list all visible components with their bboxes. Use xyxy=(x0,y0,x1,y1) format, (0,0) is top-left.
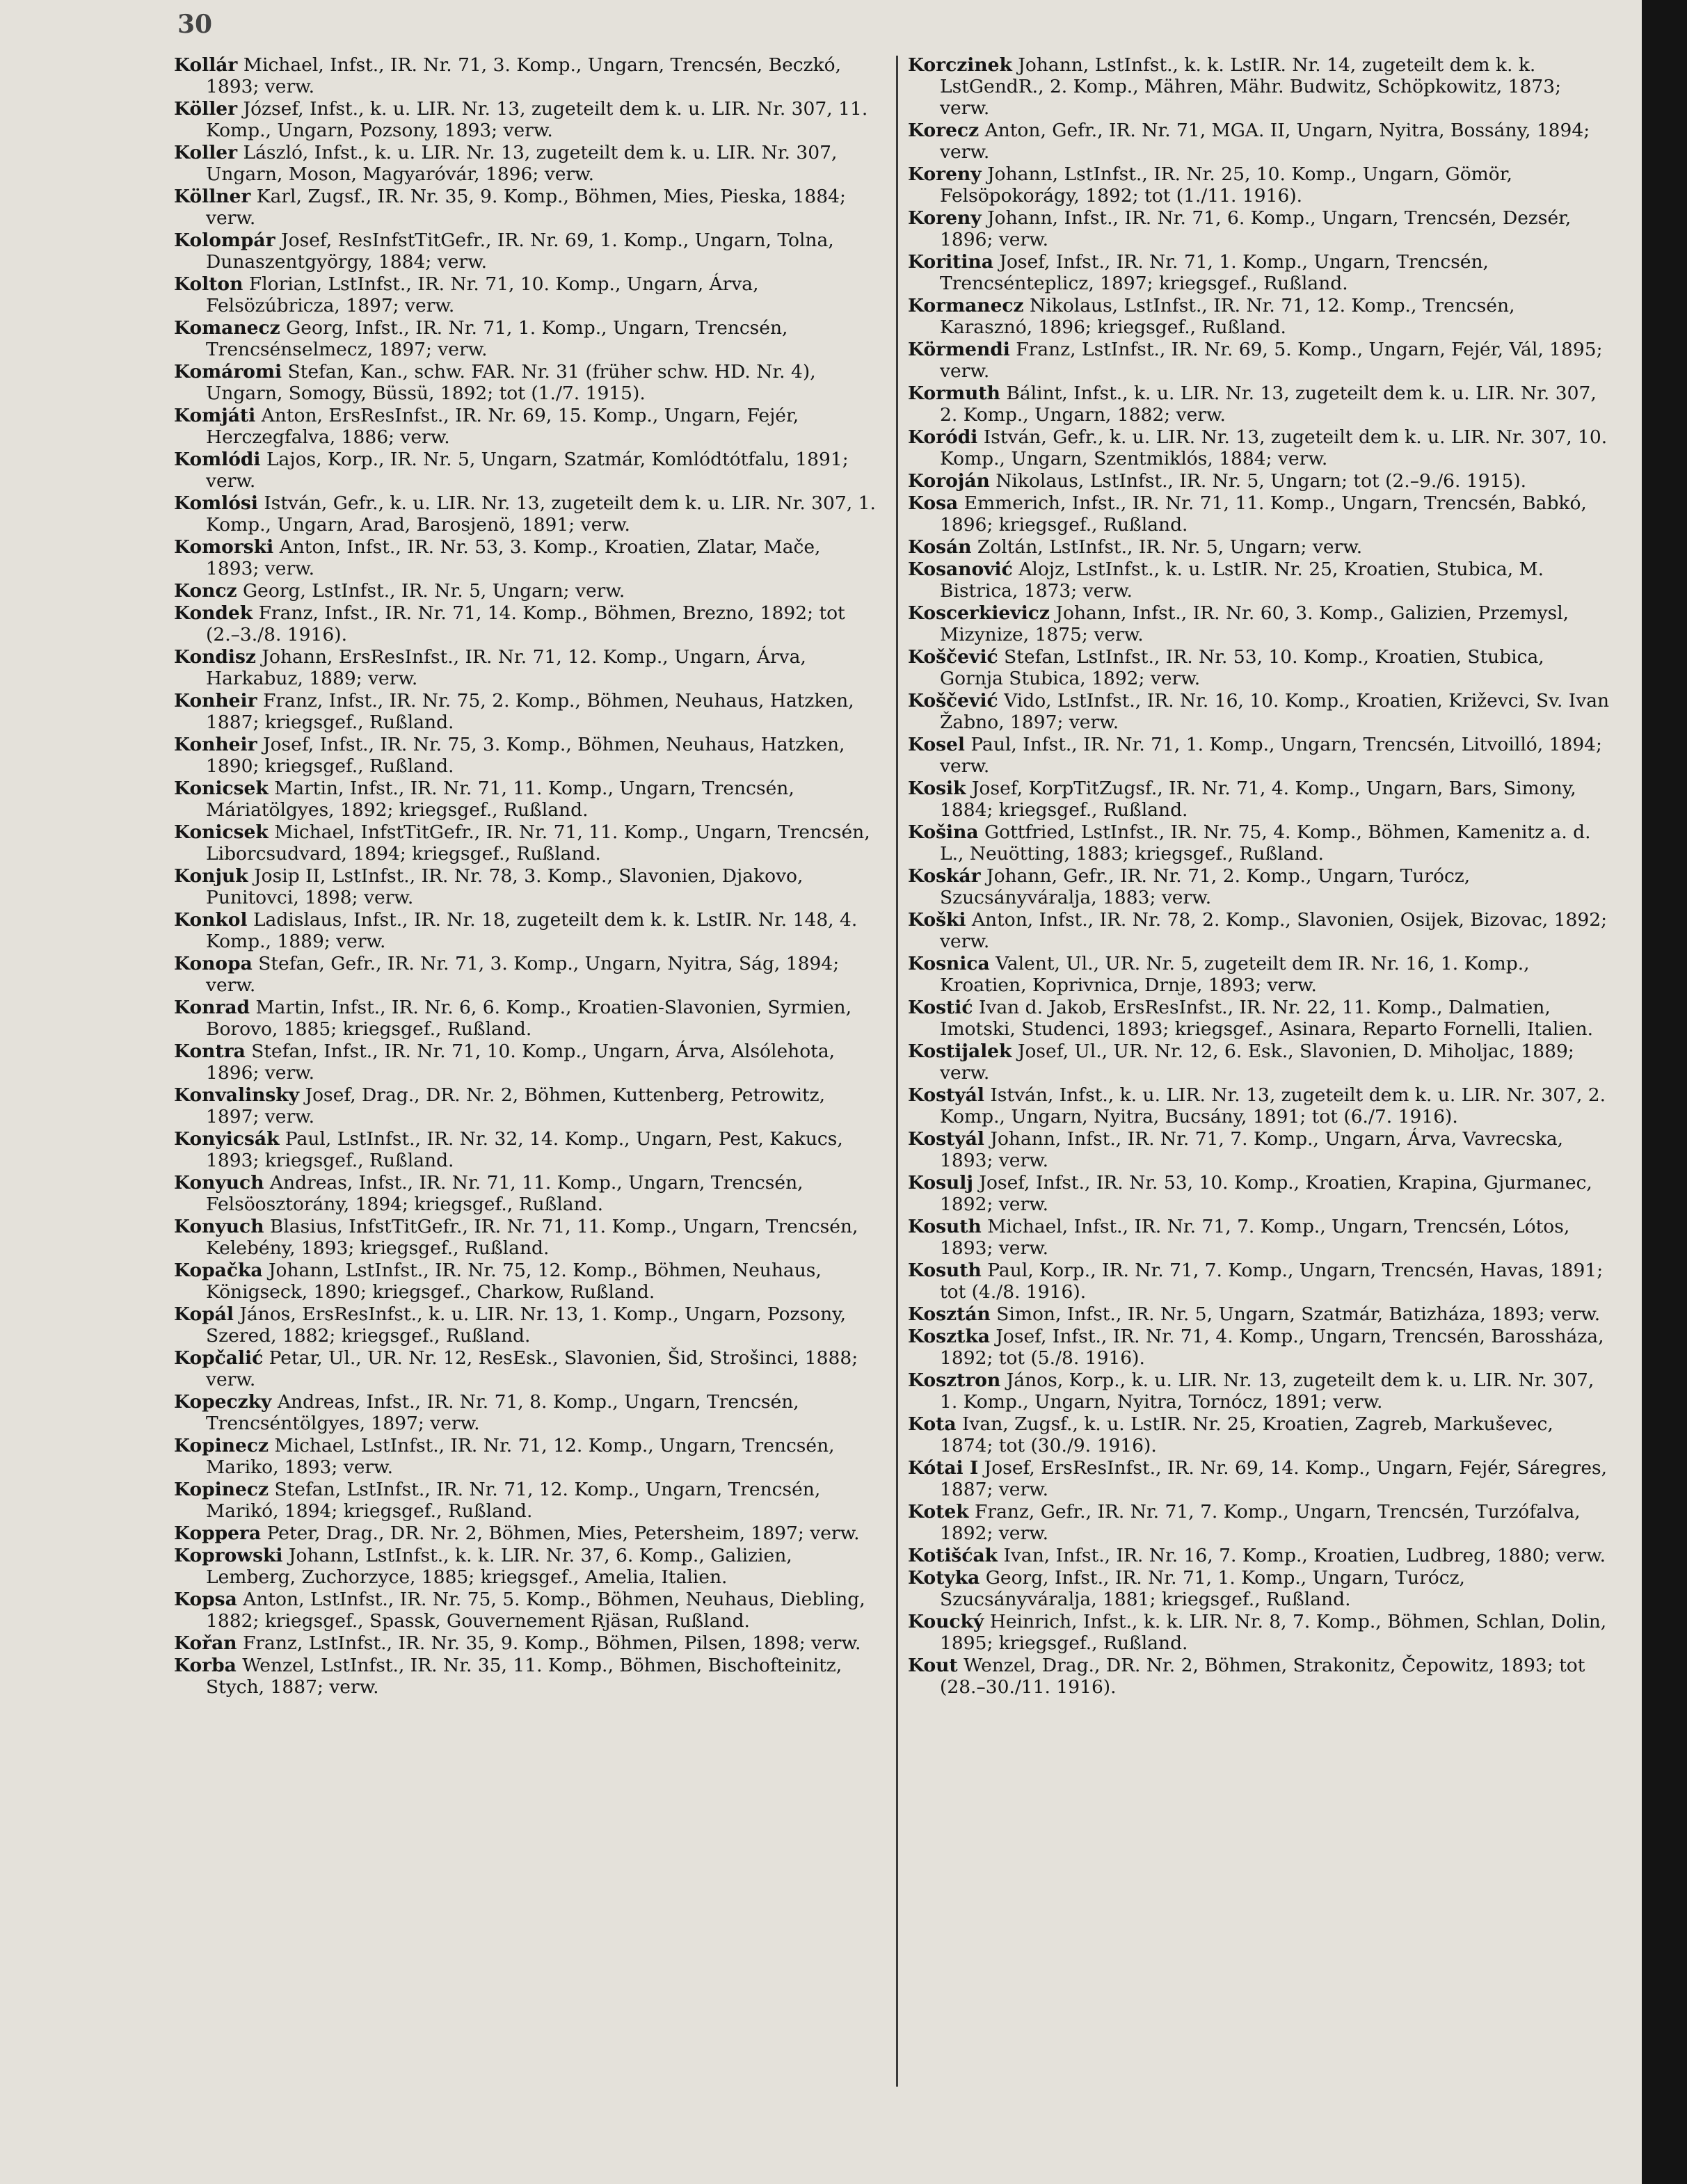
entry-surname: Koščević xyxy=(908,690,998,712)
entry-details: Ivan d. Jakob, ErsResInfst., IR. Nr. 22, 11. Komp., Dalmatien, Imotski, Studenci, 1893; kriegsgef., Asinara, Reparto Fornelli, Italien. xyxy=(940,997,1594,1040)
entry-surname: Kopčalić xyxy=(174,1347,264,1369)
entry-surname: Kostijalek xyxy=(908,1041,1012,1062)
entry-surname: Konicsek xyxy=(174,778,269,799)
entry-details: Michael, Infst., IR. Nr. 71, 7. Komp., Ungarn, Trencsén, Lótos, 1893; verw. xyxy=(940,1216,1570,1259)
entry-surname: Kosztka xyxy=(908,1326,990,1347)
entry-details: Johann, ErsResInfst., IR. Nr. 71, 12. Komp., Ungarn, Árva, Harkabuz, 1889; verw. xyxy=(206,646,806,689)
register-entry xyxy=(908,1501,1610,1544)
register-entry xyxy=(174,1172,877,1215)
register-entry xyxy=(908,1260,1610,1303)
register-entry xyxy=(174,1523,877,1544)
register-entry xyxy=(908,1655,1610,1698)
entry-details: Wenzel, LstInfst., IR. Nr. 35, 11. Komp., Böhmen, Bischofteinitz, Stych, 1887; verw. xyxy=(206,1655,842,1698)
register-entry xyxy=(908,251,1610,294)
entry-surname: Kostyál xyxy=(908,1128,984,1150)
entry-surname: Koller xyxy=(174,142,238,163)
entry-surname: Kopinecz xyxy=(174,1479,269,1500)
entry-details: István, Gefr., k. u. LIR. Nr. 13, zugeteilt dem k. u. LIR. Nr. 307, 1. Komp., Ungarn, Arad, Barosjenö, 1891; verw. xyxy=(206,492,876,536)
entry-surname: Konheir xyxy=(174,690,257,712)
entry-surname: Kopál xyxy=(174,1303,234,1325)
register-entry xyxy=(908,1457,1610,1500)
entry-details: Franz, LstInfst., IR. Nr. 69, 5. Komp., Ungarn, Fejér, Vál, 1895; verw. xyxy=(940,339,1603,382)
entry-surname: Konkol xyxy=(174,909,248,931)
register-entry xyxy=(908,163,1610,207)
entry-surname: Konopa xyxy=(174,953,253,974)
entry-details: Stefan, Kan., schw. FAR. Nr. 31 (früher schw. HD. Nr. 4), Ungarn, Somogy, Büssü, 1892; tot (1./7. 1915). xyxy=(206,361,816,404)
register-entry xyxy=(174,1128,877,1171)
register-entry xyxy=(174,142,877,185)
entry-details: Nikolaus, LstInfst., IR. Nr. 71, 12. Komp., Trencsén, Karasznó, 1896; kriegsgef., Rußland. xyxy=(940,295,1515,338)
entry-details: Wenzel, Drag., DR. Nr. 2, Böhmen, Strakonitz, Čepowitz, 1893; tot (28.–30./11. 1916). xyxy=(940,1655,1585,1698)
entry-surname: Kostić xyxy=(908,997,973,1018)
entry-details: Johann, LstInfst., k. k. LstIR. Nr. 14, zugeteilt dem k. k. LstGendR., 2. Komp., Mähren, Mähr. Budwitz, Schöpkowitz, 1873; verw. xyxy=(940,54,1562,119)
register-entry xyxy=(908,1172,1610,1215)
register-entry xyxy=(174,186,877,229)
entry-details: Zoltán, LstInfst., IR. Nr. 5, Ungarn; verw. xyxy=(977,536,1363,558)
entry-surname: Komorski xyxy=(174,536,274,558)
entry-details: Karl, Zugsf., IR. Nr. 35, 9. Komp., Böhmen, Mies, Pieska, 1884; verw. xyxy=(206,186,846,229)
entry-details: István, Gefr., k. u. LIR. Nr. 13, zugeteilt dem k. u. LIR. Nr. 307, 10. Komp., Ungarn, Szentmiklós, 1884; verw. xyxy=(940,426,1608,469)
register-entry xyxy=(174,1303,877,1347)
entry-surname: Kormanecz xyxy=(908,295,1024,316)
entry-details: Anton, Infst., IR. Nr. 53, 3. Komp., Kroatien, Zlatar, Mače, 1893; verw. xyxy=(206,536,821,579)
register-entry xyxy=(908,1545,1610,1566)
entry-details: Franz, LstInfst., IR. Nr. 35, 9. Komp., Böhmen, Pilsen, 1898; verw. xyxy=(242,1632,861,1654)
entry-surname: Kormuth xyxy=(908,383,1000,404)
entry-surname: Kosán xyxy=(908,536,972,558)
entry-details: Josip II, LstInfst., IR. Nr. 78, 3. Komp., Slavonien, Djakovo, Punitovci, 1898; verw. xyxy=(206,865,803,908)
register-entry xyxy=(174,865,877,908)
register-entry xyxy=(174,273,877,316)
entry-details: Johann, Infst., IR. Nr. 71, 7. Komp., Ungarn, Árva, Vavrecska, 1893; verw. xyxy=(940,1128,1564,1171)
entry-details: Ivan, Infst., IR. Nr. 16, 7. Komp., Kroatien, Ludbreg, 1880; verw. xyxy=(1003,1545,1606,1566)
scan-dark-edge xyxy=(1642,0,1687,2184)
entry-surname: Kopačka xyxy=(174,1260,263,1281)
entry-surname: Kondek xyxy=(174,602,253,624)
entry-details: János, ErsResInfst., k. u. LIR. Nr. 13, 1. Komp., Ungarn, Pozsony, Szered, 1882; kriegsgef., Rußland. xyxy=(206,1303,847,1347)
entry-details: Josef, Drag., DR. Nr. 2, Böhmen, Kuttenberg, Petrowitz, 1897; verw. xyxy=(206,1084,826,1127)
register-entry xyxy=(174,492,877,536)
entry-surname: Köller xyxy=(174,98,238,120)
entry-details: Georg, LstInfst., IR. Nr. 5, Ungarn; verw. xyxy=(243,580,625,602)
entry-details: Franz, Infst., IR. Nr. 75, 2. Komp., Böhmen, Neuhaus, Hatzken, 1887; kriegsgef., Rußland. xyxy=(206,690,854,733)
register-entry xyxy=(908,1567,1610,1610)
entry-details: Johann, LstInfst., IR. Nr. 25, 10. Komp., Ungarn, Gömör, Felsöpokorágy, 1892; tot (1./11. 1916). xyxy=(940,163,1512,207)
register-entry xyxy=(908,909,1610,952)
entry-details: Ivan, Zugsf., k. u. LstIR. Nr. 25, Kroatien, Zagreb, Markuševec, 1874; tot (30./9. 1916). xyxy=(940,1413,1553,1456)
entry-details: Josef, Infst., IR. Nr. 71, 4. Komp., Ungarn, Trencsén, Barossháza, 1892; tot (5./8. 1916). xyxy=(940,1326,1604,1369)
entry-surname: Komlósi xyxy=(174,492,258,514)
entry-surname: Koroján xyxy=(908,470,990,492)
register-entry xyxy=(174,54,877,97)
entry-details: Peter, Drag., DR. Nr. 2, Böhmen, Mies, Petersheim, 1897; verw. xyxy=(266,1523,860,1544)
entry-surname: Kosztron xyxy=(908,1370,1001,1391)
entry-details: László, Infst., k. u. LIR. Nr. 13, zugeteilt dem k. u. LIR. Nr. 307, Ungarn, Moson, Magyaróvár, 1896; verw. xyxy=(206,142,838,185)
register-entry xyxy=(908,1611,1610,1654)
entry-surname: Koppera xyxy=(174,1523,262,1544)
entry-surname: Koreny xyxy=(908,163,982,185)
register-entry xyxy=(174,1589,877,1632)
entry-surname: Kosik xyxy=(908,778,966,799)
register-entry xyxy=(174,997,877,1040)
register-entry xyxy=(174,1545,877,1588)
register-entry xyxy=(908,602,1610,645)
entry-details: Blasius, InfstTitGefr., IR. Nr. 71, 11. Komp., Ungarn, Trencsén, Kelebény, 1893; kriegsgef., Rußland. xyxy=(206,1216,858,1259)
register-entry xyxy=(908,646,1610,689)
entry-details: Michael, LstInfst., IR. Nr. 71, 12. Komp., Ungarn, Trencsén, Mariko, 1893; verw. xyxy=(206,1435,835,1478)
register-entry xyxy=(908,690,1610,733)
entry-surname: Kosulj xyxy=(908,1172,973,1194)
register-entry xyxy=(908,207,1610,250)
entry-surname: Konyicsák xyxy=(174,1128,280,1150)
register-entry xyxy=(174,449,877,492)
register-entry xyxy=(174,734,877,777)
entry-surname: Konjuk xyxy=(174,865,248,887)
entry-surname: Korczinek xyxy=(908,54,1012,76)
entry-details: Martin, Infst., IR. Nr. 6, 6. Komp., Kroatien-Slavonien, Syrmien, Borovo, 1885; kriegsgef., Rußland. xyxy=(206,997,852,1040)
register-entry xyxy=(174,1260,877,1303)
register-entry xyxy=(908,865,1610,908)
register-entry xyxy=(908,1413,1610,1456)
register-entry xyxy=(174,230,877,273)
entry-surname: Kout xyxy=(908,1655,958,1676)
register-entry xyxy=(174,1084,877,1127)
entry-surname: Koucký xyxy=(908,1611,984,1632)
register-entry xyxy=(174,646,877,689)
entry-surname: Komáromi xyxy=(174,361,282,383)
register-entry xyxy=(908,1303,1610,1325)
entry-surname: Konrad xyxy=(174,997,250,1018)
register-entry xyxy=(174,909,877,952)
entry-details: Michael, Infst., IR. Nr. 71, 3. Komp., Ungarn, Trencsén, Beczkó, 1893; verw. xyxy=(206,54,842,97)
entry-surname: Košina xyxy=(908,821,979,843)
entry-details: Valent, Ul., UR. Nr. 5, zugeteilt dem IR. Nr. 16, 1. Komp., Kroatien, Koprivnica, Drnje, 1893; verw. xyxy=(940,953,1530,996)
entry-details: Franz, Gefr., IR. Nr. 71, 7. Komp., Ungarn, Trencsén, Turzófalva, 1892; verw. xyxy=(940,1501,1581,1544)
register-entry xyxy=(908,470,1610,492)
register-entry xyxy=(908,383,1610,426)
entry-details: Vido, LstInfst., IR. Nr. 16, 10. Komp., Kroatien, Križevci, Sv. Ivan Žabno, 1897; verw. xyxy=(940,690,1610,733)
register-entry xyxy=(174,1655,877,1698)
entry-details: Ladislaus, Infst., IR. Nr. 18, zugeteilt dem k. k. LstIR. Nr. 148, 4. Komp., 1889; verw. xyxy=(206,909,858,952)
entry-details: Johann, Infst., IR. Nr. 71, 6. Komp., Ungarn, Trencsén, Dezsér, 1896; verw. xyxy=(940,207,1572,250)
register-entry xyxy=(908,997,1610,1040)
entry-surname: Koščević xyxy=(908,646,998,668)
register-entry xyxy=(908,559,1610,602)
entry-details: Johann, Infst., IR. Nr. 60, 3. Komp., Galizien, Przemysl, Mizynize, 1875; verw. xyxy=(940,602,1569,645)
register-entry xyxy=(908,339,1610,382)
entry-surname: Kosel xyxy=(908,734,965,755)
register-entry xyxy=(174,778,877,821)
entry-surname: Kořan xyxy=(174,1632,237,1654)
entry-details: Bálint, Infst., k. u. LIR. Nr. 13, zugeteilt dem k. u. LIR. Nr. 307, 2. Komp., Ungarn, 1882; verw. xyxy=(940,383,1597,426)
entry-surname: Körmendi xyxy=(908,339,1010,360)
entry-details: Nikolaus, LstInfst., IR. Nr. 5, Ungarn; tot (2.–9./6. 1915). xyxy=(996,470,1527,492)
register-entry xyxy=(174,580,877,602)
entry-surname: Kotišćak xyxy=(908,1545,998,1566)
entry-surname: Konvalinsky xyxy=(174,1084,300,1106)
entry-details: Stefan, LstInfst., IR. Nr. 53, 10. Komp., Kroatien, Stubica, Gornja Stubica, 1892; verw. xyxy=(940,646,1544,689)
entry-details: Anton, Infst., IR. Nr. 78, 2. Komp., Slavonien, Osijek, Bizovac, 1892; verw. xyxy=(940,909,1608,952)
entry-surname: Kotek xyxy=(908,1501,969,1523)
entry-details: Stefan, LstInfst., IR. Nr. 71, 12. Komp., Ungarn, Trencsén, Marikó, 1894; kriegsgef., Rußland. xyxy=(206,1479,821,1522)
entry-details: Franz, Infst., IR. Nr. 71, 14. Komp., Böhmen, Brezno, 1892; tot (2.–3./8. 1916). xyxy=(206,602,845,645)
entry-details: Josef, Infst., IR. Nr. 75, 3. Komp., Böhmen, Neuhaus, Hatzken, 1890; kriegsgef., Rußland. xyxy=(206,734,845,777)
register-entry xyxy=(174,821,877,865)
entry-details: István, Infst., k. u. LIR. Nr. 13, zugeteilt dem k. u. LIR. Nr. 307, 2. Komp., Ungarn, Nyitra, Bucsány, 1891; tot (6./7. 1916). xyxy=(940,1084,1606,1127)
column-divider xyxy=(896,56,898,2087)
register-entry xyxy=(174,1479,877,1522)
register-entry xyxy=(908,492,1610,536)
register-entry xyxy=(174,1391,877,1434)
register-entry xyxy=(174,1216,877,1259)
entry-details: Emmerich, Infst., IR. Nr. 71, 11. Komp., Ungarn, Trencsén, Babkó, 1896; kriegsgef., Rußland. xyxy=(940,492,1587,536)
entry-details: Paul, Infst., IR. Nr. 71, 1. Komp., Ungarn, Trencsén, Litvoilló, 1894; verw. xyxy=(940,734,1602,777)
entry-surname: Kolton xyxy=(174,273,243,295)
entry-surname: Kopinecz xyxy=(174,1435,269,1456)
entry-surname: Koritina xyxy=(908,251,993,273)
entry-surname: Kondisz xyxy=(174,646,256,668)
register-entry xyxy=(908,953,1610,996)
entry-details: Florian, LstInfst., IR. Nr. 71, 10. Komp., Ungarn, Árva, Felsözúbricza, 1897; verw. xyxy=(206,273,759,316)
register-entry xyxy=(908,54,1610,119)
entry-surname: Kosuth xyxy=(908,1216,982,1237)
register-entry xyxy=(174,602,877,645)
register-entry xyxy=(174,361,877,404)
register-entry xyxy=(908,734,1610,777)
entry-surname: Koncz xyxy=(174,580,237,602)
entry-details: Georg, Infst., IR. Nr. 71, 1. Komp., Ungarn, Trencsén, Trencsénselmecz, 1897; verw. xyxy=(206,317,788,360)
register-entry xyxy=(908,536,1610,558)
right-column xyxy=(908,54,1610,1699)
register-entry xyxy=(908,821,1610,865)
entry-details: Johann, Gefr., IR. Nr. 71, 2. Komp., Ungarn, Turócz, Szucsányváralja, 1883; verw. xyxy=(940,865,1471,908)
entry-surname: Kosnica xyxy=(908,953,990,974)
register-entry xyxy=(908,120,1610,163)
register-entry xyxy=(908,1216,1610,1259)
register-entry xyxy=(908,778,1610,821)
entry-details: Anton, ErsResInfst., IR. Nr. 69, 15. Komp., Ungarn, Fejér, Herczegfalva, 1886; verw. xyxy=(206,405,799,448)
entry-surname: Konicsek xyxy=(174,821,269,843)
entry-surname: Kosuth xyxy=(908,1260,982,1281)
entry-surname: Komlódi xyxy=(174,449,261,470)
entry-surname: Kosztán xyxy=(908,1303,991,1325)
entry-details: Andreas, Infst., IR. Nr. 71, 8. Komp., Ungarn, Trencsén, Trencséntölgyes, 1897; verw. xyxy=(206,1391,799,1434)
entry-surname: Koródi xyxy=(908,426,978,448)
entry-surname: Kontra xyxy=(174,1041,246,1062)
register-entry xyxy=(908,1370,1610,1413)
entry-details: Lajos, Korp., IR. Nr. 5, Ungarn, Szatmár, Komlódtótfalu, 1891; verw. xyxy=(206,449,849,492)
entry-surname: Kota xyxy=(908,1413,957,1435)
entry-surname: Kosa xyxy=(908,492,959,514)
entry-surname: Koški xyxy=(908,909,966,931)
entry-surname: Korba xyxy=(174,1655,237,1676)
entry-surname: Korecz xyxy=(908,120,980,141)
entry-surname: Koscerkievicz xyxy=(908,602,1050,624)
entry-details: Paul, LstInfst., IR. Nr. 32, 14. Komp., Ungarn, Pest, Kakucs, 1893; kriegsgef., Rußland. xyxy=(206,1128,843,1171)
register-entry xyxy=(908,426,1610,469)
register-entry xyxy=(174,536,877,579)
register-entry xyxy=(174,317,877,360)
register-entry xyxy=(908,295,1610,338)
register-entry xyxy=(908,1041,1610,1084)
entry-details: Georg, Infst., IR. Nr. 71, 1. Komp., Ungarn, Turócz, Szucsányváralja, 1881; kriegsgef., Rußland. xyxy=(940,1567,1465,1610)
entry-details: Stefan, Gefr., IR. Nr. 71, 3. Komp., Ungarn, Nyitra, Ság, 1894; verw. xyxy=(206,953,840,996)
entry-details: Josef, Infst., IR. Nr. 71, 1. Komp., Ungarn, Trencsén, Trencsénteplicz, 1897; kriegsgef., Rußland. xyxy=(940,251,1489,294)
entry-details: Josef, KorpTitZugsf., IR. Nr. 71, 4. Komp., Ungarn, Bars, Simony, 1884; kriegsgef., Rußland. xyxy=(940,778,1576,821)
register-entry xyxy=(174,690,877,733)
entry-surname: Konyuch xyxy=(174,1172,264,1194)
entry-details: Johann, LstInfst., k. k. LIR. Nr. 37, 6. Komp., Galizien, Lemberg, Zuchorzyce, 1885; kriegsgef., Amelia, Italien. xyxy=(206,1545,792,1588)
page-number: 30 xyxy=(177,10,213,39)
register-entry xyxy=(908,1326,1610,1369)
entry-details: Josef, Ul., UR. Nr. 12, 6. Esk., Slavonien, D. Miholjac, 1889; verw. xyxy=(940,1041,1574,1084)
entry-surname: Kopsa xyxy=(174,1589,237,1610)
entry-details: Gottfried, LstInfst., IR. Nr. 75, 4. Komp., Böhmen, Kamenitz a. d. L., Neuötting, 1883; kriegsgef., Rußland. xyxy=(940,821,1591,865)
register-entry xyxy=(174,1041,877,1084)
entry-surname: Koreny xyxy=(908,207,982,229)
entry-details: Alojz, LstInfst., k. u. LstIR. Nr. 25, Kroatien, Stubica, M. Bistrica, 1873; verw. xyxy=(940,559,1544,602)
entry-surname: Kolompár xyxy=(174,230,275,251)
entry-details: Anton, LstInfst., IR. Nr. 75, 5. Komp., Böhmen, Neuhaus, Diebling, 1882; kriegsgef., Spassk, Gouvernement Rjäsan, Rußland. xyxy=(206,1589,865,1632)
entry-surname: Konyuch xyxy=(174,1216,264,1237)
entry-details: Johann, LstInfst., IR. Nr. 75, 12. Komp., Böhmen, Neuhaus, Königseck, 1890; kriegsgef., Charkow, Rußland. xyxy=(206,1260,822,1303)
entry-details: Petar, Ul., UR. Nr. 12, ResEsk., Slavonien, Šid, Strošinci, 1888; verw. xyxy=(206,1347,858,1390)
entry-surname: Kopeczky xyxy=(174,1391,272,1413)
entry-surname: Köllner xyxy=(174,186,251,207)
entry-details: Josef, Infst., IR. Nr. 53, 10. Komp., Kroatien, Krapina, Gjurmanec, 1892; verw. xyxy=(940,1172,1592,1215)
entry-details: Michael, InfstTitGefr., IR. Nr. 71, 11. Komp., Ungarn, Trencsén, Liborcsudvard, 1894; kriegsgef., Rußland. xyxy=(206,821,870,865)
entry-details: Josef, ErsResInfst., IR. Nr. 69, 14. Komp., Ungarn, Fejér, Sáregres, 1887; verw. xyxy=(940,1457,1608,1500)
register-entry xyxy=(908,1128,1610,1171)
left-column xyxy=(174,54,877,1699)
entry-details: Simon, Infst., IR. Nr. 5, Ungarn, Szatmár, Batizháza, 1893; verw. xyxy=(996,1303,1601,1325)
register-entry xyxy=(908,1084,1610,1127)
entry-details: Stefan, Infst., IR. Nr. 71, 10. Komp., Ungarn, Árva, Alsólehota, 1896; verw. xyxy=(206,1041,835,1084)
register-entry xyxy=(174,1632,877,1654)
entry-details: János, Korp., k. u. LIR. Nr. 13, zugeteilt dem k. u. LIR. Nr. 307, 1. Komp., Ungarn, Nyitra, Tornócz, 1891; verw. xyxy=(940,1370,1594,1413)
entry-surname: Koprowski xyxy=(174,1545,283,1566)
entry-details: Heinrich, Infst., k. k. LIR. Nr. 8, 7. Komp., Böhmen, Schlan, Dolin, 1895; kriegsgef., Rußland. xyxy=(940,1611,1607,1654)
entry-surname: Komanecz xyxy=(174,317,280,339)
entry-details: Paul, Korp., IR. Nr. 71, 7. Komp., Ungarn, Trencsén, Havas, 1891; tot (4./8. 1916). xyxy=(940,1260,1604,1303)
entry-surname: Konheir xyxy=(174,734,257,755)
register-entry xyxy=(174,953,877,996)
entry-surname: Kotyka xyxy=(908,1567,980,1589)
entry-surname: Kosanović xyxy=(908,559,1013,580)
register-entry xyxy=(174,98,877,141)
entry-surname: Kótai I xyxy=(908,1457,979,1479)
entry-surname: Koskár xyxy=(908,865,981,887)
entry-details: Anton, Gefr., IR. Nr. 71, MGA. II, Ungarn, Nyitra, Bossány, 1894; verw. xyxy=(940,120,1590,163)
register-entry xyxy=(174,1435,877,1478)
entry-details: Josef, ResInfstTitGefr., IR. Nr. 69, 1. Komp., Ungarn, Tolna, Dunaszentgyörgy, 1884; verw. xyxy=(206,230,834,273)
entry-surname: Kollár xyxy=(174,54,238,76)
entry-surname: Komjáti xyxy=(174,405,256,426)
entry-surname: Kostyál xyxy=(908,1084,984,1106)
register-entry xyxy=(174,1347,877,1390)
entry-details: Andreas, Infst., IR. Nr. 71, 11. Komp., Ungarn, Trencsén, Felsöosztorány, 1894; kriegsgef., Rußland. xyxy=(206,1172,803,1215)
entry-details: József, Infst., k. u. LIR. Nr. 13, zugeteilt dem k. u. LIR. Nr. 307, 11. Komp., Ungarn, Pozsony, 1893; verw. xyxy=(206,98,868,141)
register-entry xyxy=(174,405,877,448)
entry-details: Martin, Infst., IR. Nr. 71, 11. Komp., Ungarn, Trencsén, Máriatölgyes, 1892; kriegsgef., Rußland. xyxy=(206,778,794,821)
